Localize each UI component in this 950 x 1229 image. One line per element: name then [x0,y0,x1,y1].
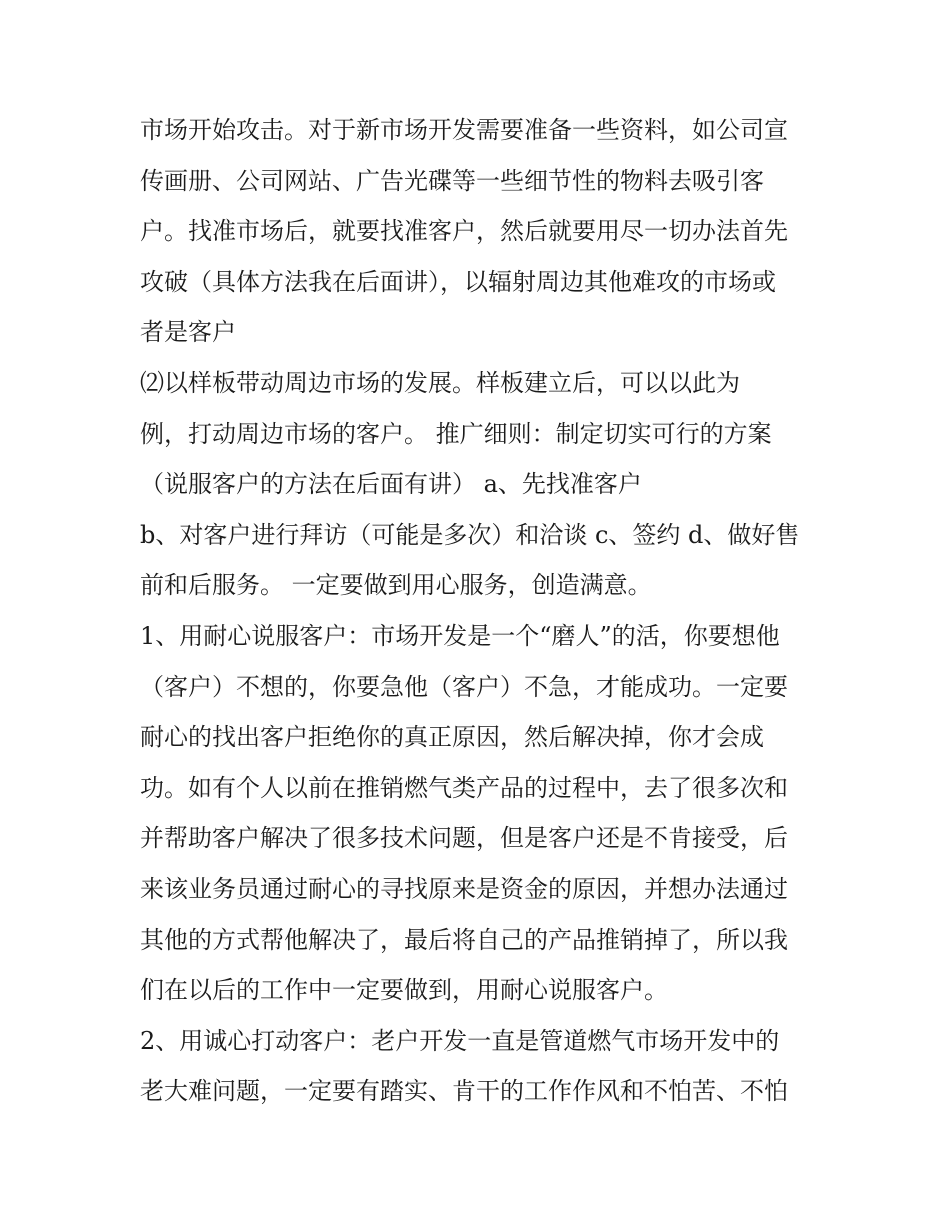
text-line: 2、用诚心打动客户：老户开发一直是管道燃气市场开发中的 [140,1026,780,1055]
text-line: 其他的方式帮他解决了，最后将自己的产品推销掉了，所以我 [140,925,788,954]
text-line: 耐心的找出客户拒绝你的真正原因，然后解决掉，你才会成 [140,723,764,752]
text-line: 市场开始攻击。对于新市场开发需要准备一些资料，如公司宣 [140,116,788,144]
text-line: 老大难问题，一定要有踏实、肯干的工作作风和不怕苦、不怕 [140,1077,788,1106]
text-line: 攻破（具体方法我在后面讲），以辐射周边其他难攻的市场或 [140,267,776,296]
text-line: 来该业务员通过耐心的寻找原来是资金的原因，并想办法通过 [140,874,788,903]
text-line: 1、用耐心说服客户：市场开发是一个“磨人”的活，你要想他 [140,621,780,650]
text-line: 并帮助客户解决了很多技术问题，但是客户还是不肯接受，后 [140,824,788,853]
body-text [140,105,820,1117]
text-line: 户。找准市场后，就要找准客户，然后就要用尽一切办法首先 [140,217,788,246]
text-line: ⑵以样板带动周边市场的发展。样板建立后，可以以此为 [140,368,740,397]
text-line: （客户）不想的，你要急他（客户）不急，才能成功。一定要 [140,672,788,701]
text-line: 例，打动周边市场的客户。 推广细则：制定切实可行的方案 [140,419,772,448]
text-line: 功。如有个人以前在推销燃气类产品的过程中，去了很多次和 [140,773,788,802]
text-line: b、对客户进行拜访（可能是多次）和洽谈 c、签约 d、做好售 [140,520,800,549]
text-line: 前和后服务。 一定要做到用心服务，创造满意。 [140,571,652,600]
text-line: （说服客户的方法在后面有讲） a、先找准客户 [140,470,642,499]
text-line: 们在以后的工作中一定要做到，用耐心说服客户。 [140,976,668,1005]
text-line: 传画册、公司网站、广告光碟等一些细节性的物料去吸引客 [140,166,764,195]
text-line: 者是客户 [140,318,236,347]
